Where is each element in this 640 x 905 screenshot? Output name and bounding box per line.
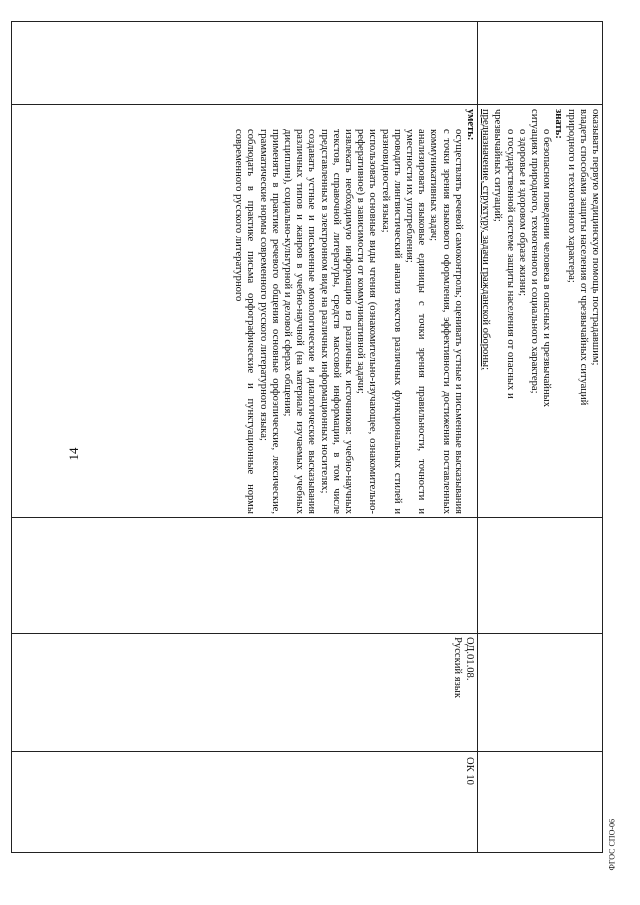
can-item: анализировать языковые единицы с точки зрения правильности, точности и уместности их употребления; [403, 129, 428, 514]
can-item: создавать устные и письменные монологические и диалогические высказывания различных типов и жанров в учебно-научной (на материале изучаемых учебных дисциплин), социально-культурной и деловой сферах общения; [281, 129, 318, 514]
footer-code: ФГОС СПО-06 [607, 818, 617, 871]
cell-competence-top [478, 752, 603, 853]
page-number: 14 [66, 447, 81, 461]
cell-hours-top [478, 518, 603, 634]
discipline-name: Русский язык [451, 637, 463, 699]
table-row-russian [12, 22, 478, 853]
cell-index-top [478, 22, 603, 105]
curriculum-table [11, 21, 603, 853]
requirement-line: природного и техногенного характера; [565, 109, 577, 283]
competence-code: ОК 10 [464, 757, 475, 785]
can-item: извлекать необходимую информацию из различных источников: учебно-научных текстов, справочной литературы, средств массовой информации, в том числе представленных в электронном виде на различных информационных носителях; [318, 129, 354, 514]
cell-hours [12, 518, 478, 634]
can-item: соблюдать в практике письма орфографические и пунктуационные нормы современного русского литературного [233, 129, 257, 514]
rotated-page-content [11, 21, 603, 847]
cell-requirements [12, 105, 478, 518]
know-item: ситуациях природного, техногенного и социального характера; [528, 109, 540, 394]
can-label: уметь: [465, 109, 476, 141]
know-item: о государственной системе защиты населения от опасных и [504, 129, 516, 399]
cell-requirements-top [478, 105, 603, 518]
discipline-code: ОД.01.08. [464, 637, 475, 681]
know-item: предназначение, структуру, задачи гражданской обороны; [480, 109, 492, 371]
cell-discipline [12, 634, 478, 752]
table-row-top [478, 22, 603, 853]
know-item: о безопасном поведении человека в опасных и чрезвычайных [541, 129, 553, 408]
cell-index [12, 22, 478, 105]
cell-discipline-top [478, 634, 603, 752]
know-item: чрезвычайных ситуаций; [492, 109, 504, 222]
can-item: осуществлять речевой самоконтроль; оценивать устные и письменные высказывания с точки зрения языкового оформления, эффективности достижения поставленных коммуникативных задач; [428, 129, 464, 514]
can-item: применять в практике речевого общения основные орфоэпические, лексические, грамматические нормы современного русского литературного языка; [257, 129, 281, 514]
requirement-line: оказывать первую медицинскую помощь пострадавшим; [590, 109, 601, 366]
requirement-line: владеть способами защиты населения от чрезвычайных ситуаций [577, 109, 589, 406]
know-label: знать: [553, 109, 565, 139]
can-item: проводить лингвистический анализ текстов различных функциональных стилей и разновидностей языка; [379, 129, 403, 514]
can-item: использовать основные виды чтения (ознакомительно-изучающее, ознакомительно-реферативное) в зависимости от коммуникативной задачи; [355, 129, 379, 514]
cell-competence [12, 752, 478, 853]
know-item: о здоровье и здоровом образе жизни; [516, 129, 528, 297]
